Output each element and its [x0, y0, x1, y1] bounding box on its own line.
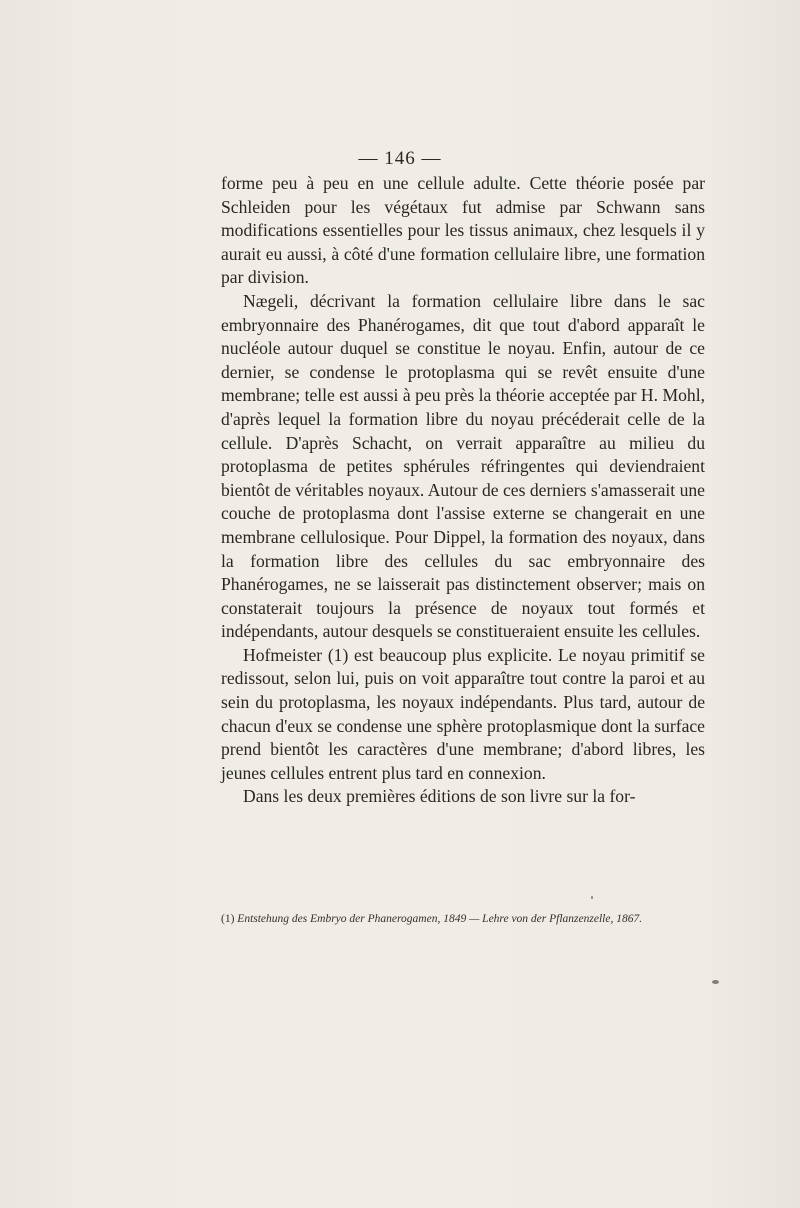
paragraph-3: Hofmeister (1) est beaucoup plus explicite. Le noyau primitif se redissout, selon lui, puis on voit apparaître tout contre la paroi et au sein du protoplasma, les noyaux indépendants. Plus tard, autour de chacun d'eux se condense une sphère protoplasmique dont la surface prend bientôt les caractères d'une membrane; d'abord libres, les jeunes cellules entrent plus tard en connexion.	[221, 644, 705, 783]
paragraph-1: forme peu à peu en une cellule adulte. Cette théorie posée par Schleiden pour les végétaux fut admise par Schwann sans modifications essentielles pour les tissus animaux, chez lesquels il y aurait eu aussi, à côté d'une formation cellulaire libre, une formation par division.	[221, 173, 705, 288]
footnote	[221, 909, 705, 929]
paragraph-4: Dans les deux premières éditions de son livre sur la for-	[243, 786, 636, 807]
footnote-text: Entstehung des Embryo der Phanerogamen, 1849 — Lehre von der Pflanzenzelle, 1867.	[237, 913, 643, 925]
body-text	[221, 172, 705, 809]
footnote-mark: (1)	[221, 913, 235, 925]
page-number: — 146 —	[358, 148, 442, 169]
ink-blot	[712, 980, 719, 984]
paper-speck	[591, 896, 593, 899]
paragraph-2: Nægeli, décrivant la formation cellulaire libre dans le sac embryonnaire des Phanérogames, dit que tout d'abord apparaît le nucléole autour duquel se constitue le noyau. Enfin, autour de ce dernier, se condense le protoplasma qui se revêt ensuite d'une membrane; telle est aussi à peu près la théorie acceptée par H. Mohl, d'après lequel la formation libre du noyau précéderait celle de la cellule. D'après Schacht, on verrait apparaître au milieu du protoplasma de petites sphérules réfringentes qui deviendraient bientôt de véritables noyaux. Autour de ces derniers s'amasserait une couche de protoplasma dont l'assise externe se changerait en une membrane cellulosique. Pour Dippel, la formation des noyaux, dans la formation libre des cellules du sac embryonnaire des Phanérogames, ne se laisserait pas distinctement observer; mais on constaterait toujours la présence de noyaux tout formés et indépendants, autour desquels se constitueraient ensuite les cellules.	[221, 290, 705, 642]
